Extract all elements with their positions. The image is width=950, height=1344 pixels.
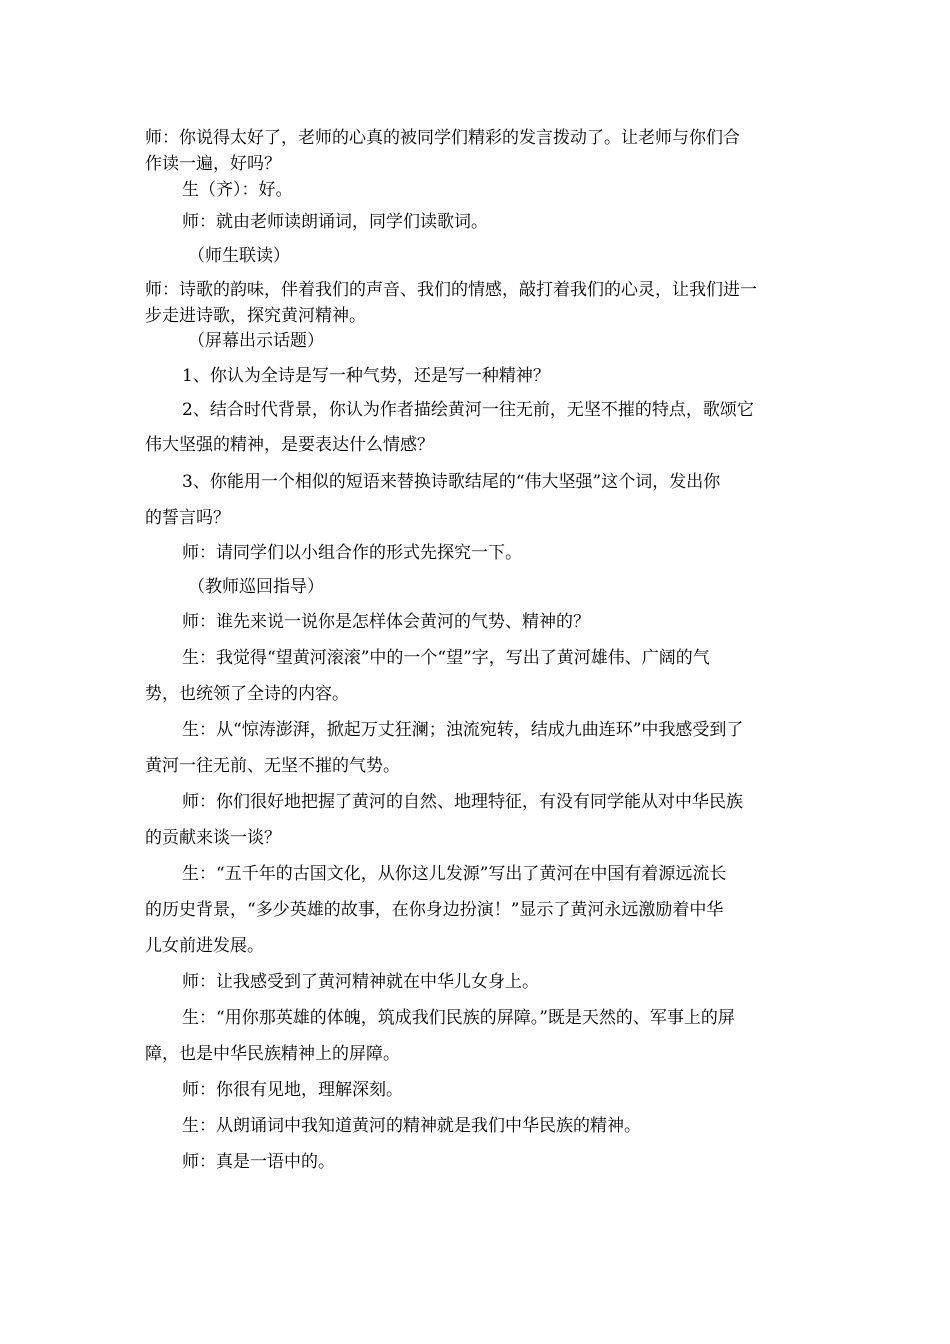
text-line: 生：我觉得“望黄河滚滚”中的一个“望”字，写出了黄河雄伟、广阔的气 [182, 648, 710, 668]
text-line: 2、结合时代背景，你认为作者描绘黄河一往无前，无坚不摧的特点，歌颂它 [182, 400, 754, 420]
text-line: 师：让我感受到了黄河精神就在中华儿女身上。 [182, 972, 539, 992]
text-line: 儿女前进发展。 [145, 936, 264, 956]
text-line: 3、你能用一个相似的短语来替换诗歌结尾的“伟大坚强”这个词，发出你 [182, 472, 721, 492]
text-line: 黄河一往无前、无坚不摧的气势。 [145, 756, 400, 776]
text-line: （师生联读） [188, 246, 290, 266]
text-line: 障，也是中华民族精神上的屏障。 [145, 1044, 400, 1064]
text-line: 师：就由老师读朗诵词，同学们读歌词。 [182, 212, 488, 232]
text-line: 的誓言吗？ [145, 508, 230, 528]
text-line: 作读一遍，好吗？ [145, 154, 281, 174]
text-line: 生（齐）：好。 [182, 180, 293, 200]
text-line: 师：请同学们以小组合作的形式先探究一下。 [182, 543, 522, 563]
text-line: 1、你认为全诗是写一种气势，还是写一种精神？ [182, 366, 550, 386]
text-line: 师：真是一语中的。 [182, 1152, 335, 1172]
text-line: 势，也统领了全诗的内容。 [145, 684, 349, 704]
text-line: 师：你说得太好了，老师的心真的被同学们精彩的发言拨动了。让老师与你们合 [145, 128, 740, 148]
text-line: 师：谁先来说一说你是怎样体会黄河的气势、精神的？ [182, 612, 590, 632]
text-line: 生：从“惊涛澎湃，掀起万丈狂澜；浊流宛转，结成九曲连环”中我感受到了 [182, 720, 744, 740]
text-line: 生：从朗诵词中我知道黄河的精神就是我们中华民族的精神。 [182, 1116, 641, 1136]
text-line: 的贡献来谈一谈？ [145, 828, 281, 848]
text-line: （屏幕出示话题） [188, 331, 324, 351]
text-line: 师：你很有见地，理解深刻。 [182, 1080, 403, 1100]
text-line: 师：你们很好地把握了黄河的自然、地理特征，有没有同学能从对中华民族 [182, 792, 743, 812]
text-line: 伟大坚强的精神，是要表达什么情感？ [145, 435, 434, 455]
text-line: 生：“五千年的古国文化，从你这儿发源”写出了黄河在中国有着源远流长 [182, 864, 727, 884]
text-line: 生：“用你那英雄的体魄，筑成我们民族的屏障。”既是天然的、军事上的屏 [182, 1008, 735, 1028]
text-line: 的历史背景，“多少英雄的故事，在你身边扮演！”显示了黄河永远激励着中华 [145, 900, 724, 920]
text-line: （教师巡回指导） [188, 577, 324, 597]
text-line: 步走进诗歌，探究黄河精神。 [145, 306, 366, 326]
text-line: 师：诗歌的韵味，伴着我们的声音、我们的情感，敲打着我们的心灵，让我们进一 [145, 280, 757, 300]
